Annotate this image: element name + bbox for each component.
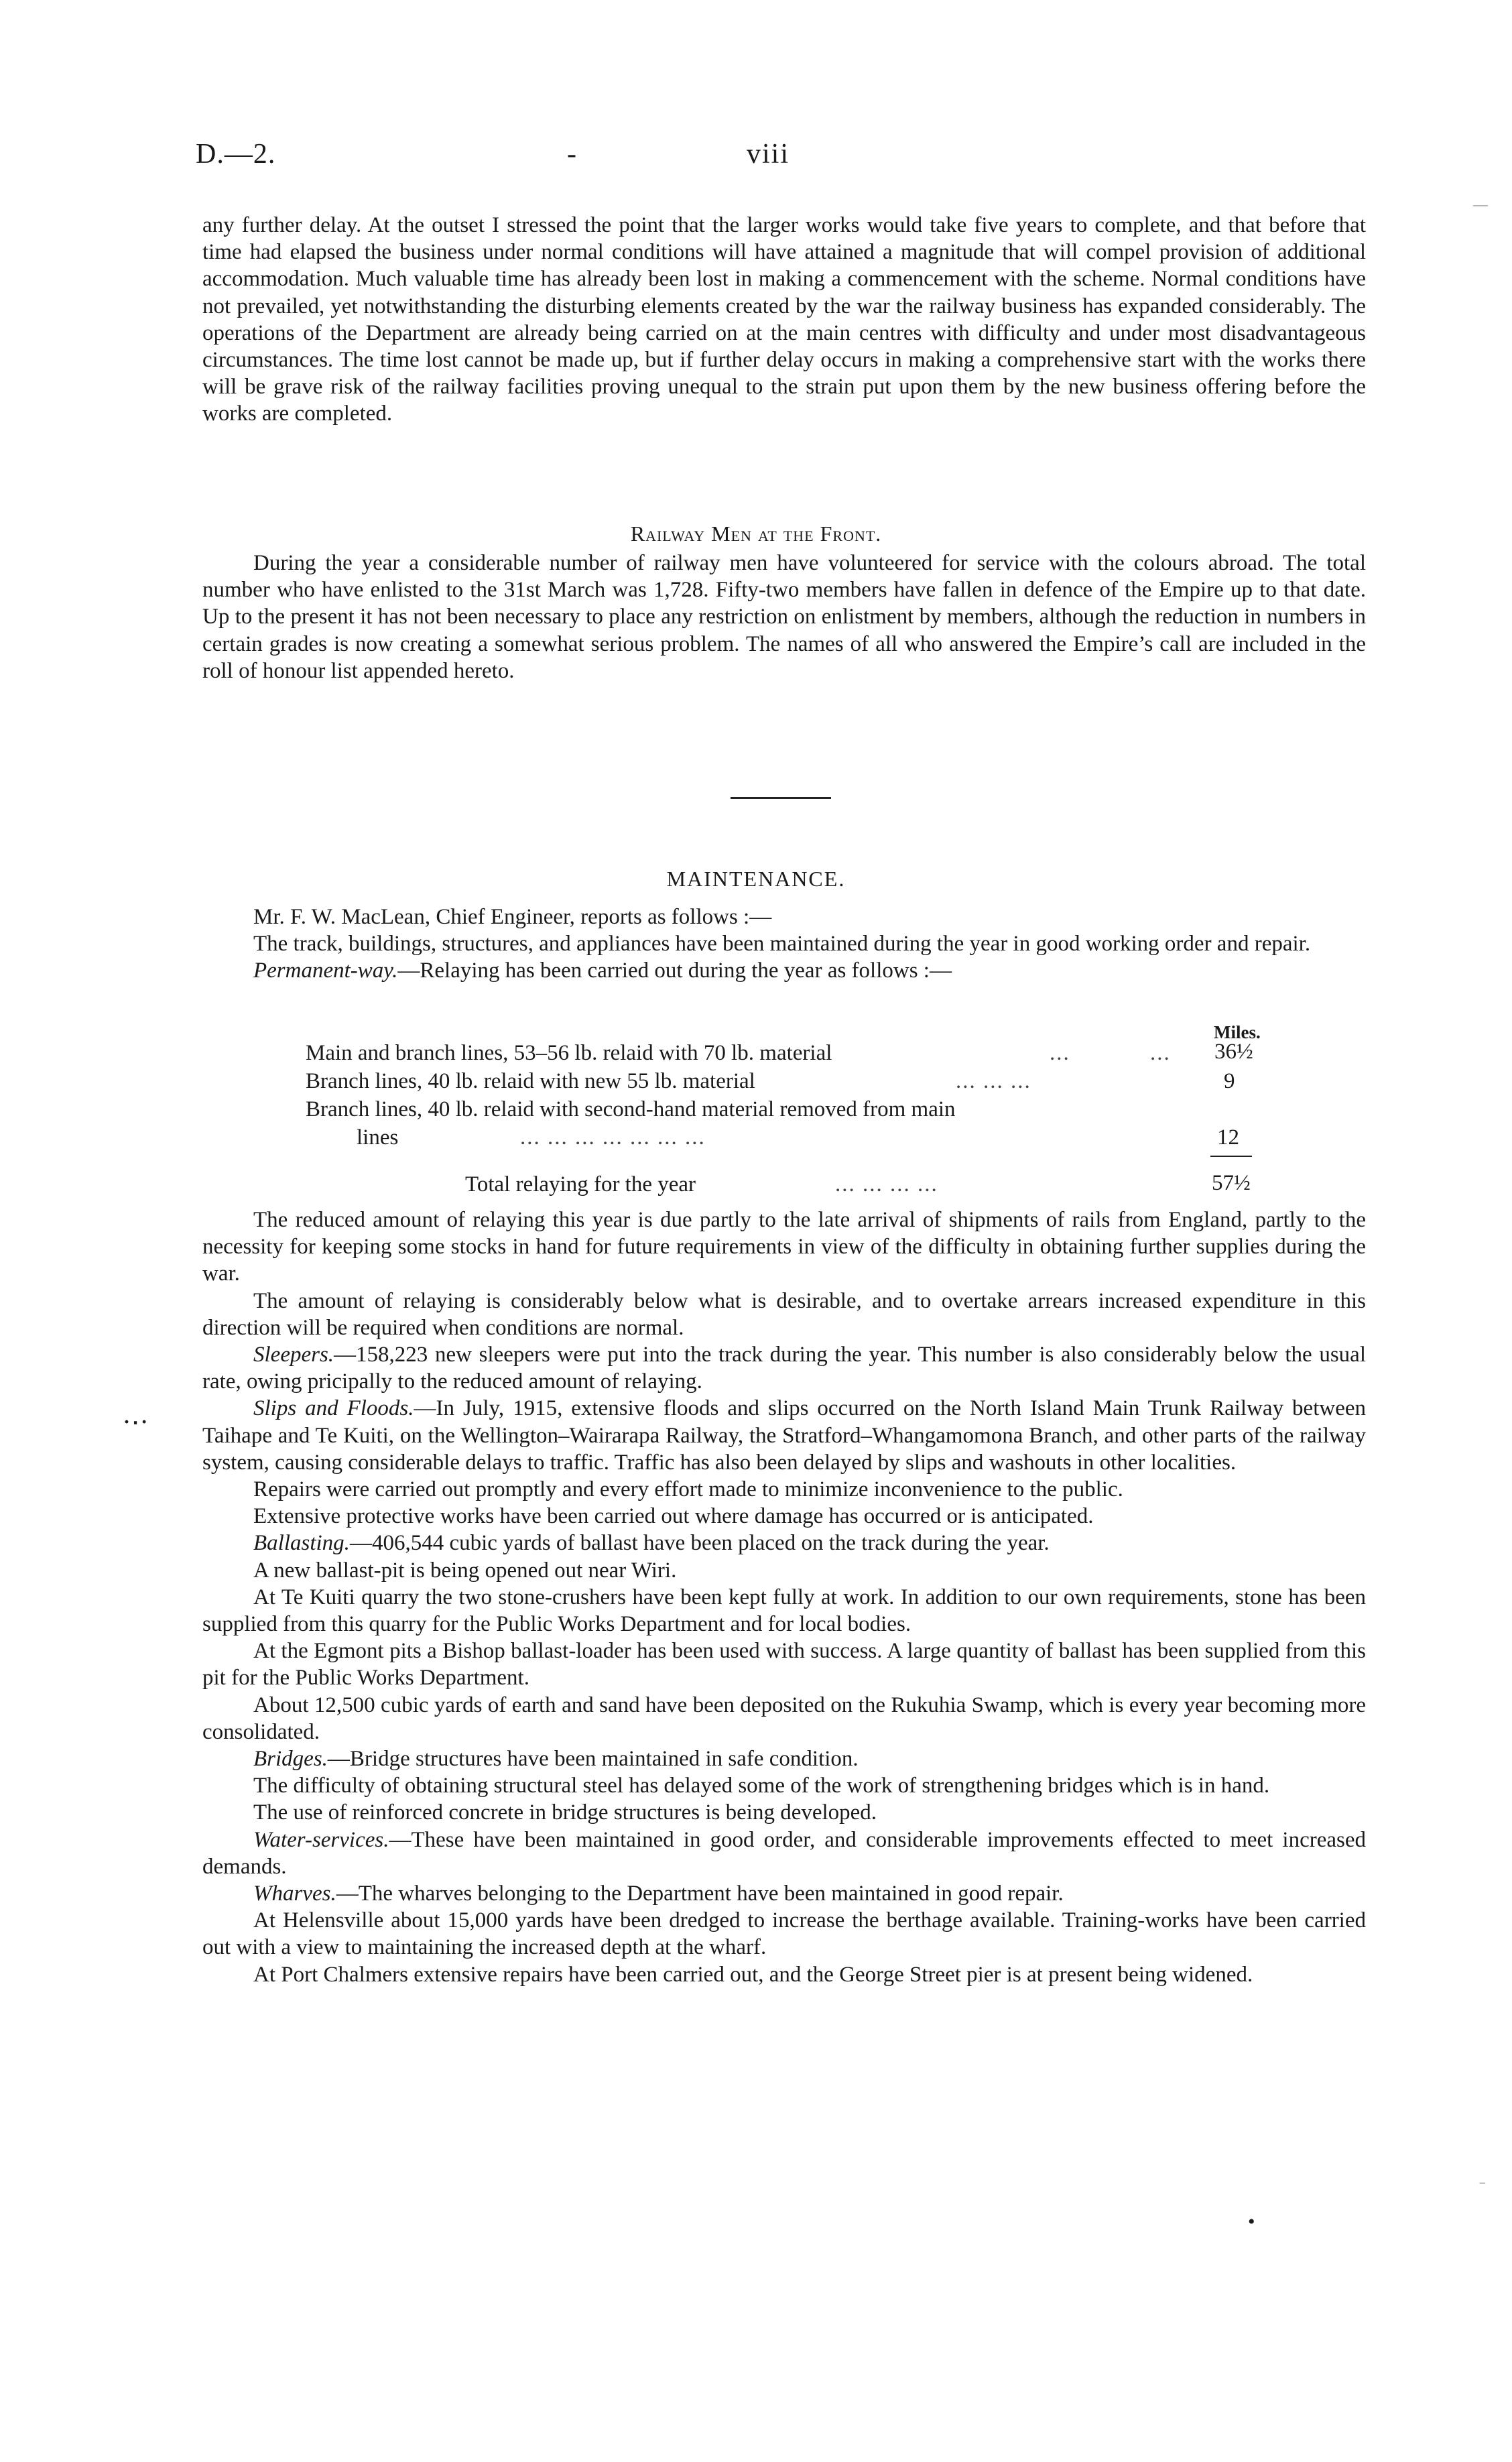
water-services-text: —These have been maintained in good order, and considerable improvements effected to meet increased demands. (202, 1827, 1366, 1879)
paragraph-protective-works: Extensive protective works have been carried out where damage has occurred or is anticipated. (253, 1504, 1094, 1529)
permanent-way-label: Permanent-way. (253, 959, 398, 983)
row-leader: ... ... ... (956, 1069, 1031, 1093)
railway-men-paragraph: During the year a considerable number of railway men have volunteered for service with the colours abroad. The total number who have enlisted to the 31st March was 1,728. Fifty-two members have fallen in defence of the Empire up to that date. Up to the present it has not been necessary to place any restriction on enlistment by members, although the reduction in numbers in certain grades is now creating a somewhat serious problem. The names of all who answered the Empire’s call are included in the roll of honour list appended hereto. (202, 551, 1366, 683)
row-value-main-branch: 36½ (1214, 1040, 1253, 1064)
paragraph-repairs: Repairs were carried out promptly and every effort made to minimize inconvenience to the public. (253, 1477, 1123, 1502)
sleepers-text: —158,223 new sleepers were put into the track during the year. This number is also considerably below the usual rate, owing pricipally to the reduced amount of relaying. (202, 1343, 1366, 1394)
slips-floods-text: —In July, 1915, extensive floods and slips occurred on the North Island Main Trunk Railway between Taihape and Te Kuiti, on the Wellington–Wairarapa Railway, the Stratford–Whangamomona Branch, and other parts of the railway system, causing considerable delays to traffic. Traffic has also been delayed by slips and washouts in other localities. (202, 1396, 1366, 1475)
row-leader: ... ... ... ... (835, 1172, 938, 1196)
speck: • (1248, 2211, 1255, 2233)
row-leader: ... ... ... ... ... ... ... (520, 1125, 706, 1150)
paragraph-wharves (202, 1880, 1366, 1907)
paragraph-reinforced-concrete: The use of reinforced concrete in bridge structures is being developed. (253, 1800, 877, 1825)
bridges-label: Bridges. (253, 1747, 328, 1772)
sleepers-label: Sleepers. (253, 1343, 334, 1367)
railway-men-heading: Railway Men at the Front. (630, 521, 882, 546)
row-leader: ... (1150, 1041, 1171, 1065)
water-services-label: Water-services. (253, 1827, 389, 1852)
permanent-way-paragraph (202, 957, 1366, 984)
row-label-continued: lines (357, 1125, 399, 1150)
paragraph-rukuhia: About 12,500 cubic yards of earth and sand have been deposited on the Rukuhia Swamp, which is every year becoming more consolidated. (202, 1692, 1366, 1744)
maintenance-body (202, 1207, 1366, 1988)
paragraph-reduced-relaying: The reduced amount of relaying this year is due partly to the late arrival of shipments of rails from England, partly to the necessity for keeping some stocks in hand for future requirements in view of the difficulty in obtaining further supplies during the war. (202, 1208, 1366, 1286)
bridges-text: —Bridge structures have been maintained in safe condition. (327, 1747, 859, 1772)
relaying-total-value: 57½ (1212, 1171, 1251, 1195)
paragraph-relaying-arrears: The amount of relaying is considerably below what is desirable, and to overtake arrears increased expenditure in this direction will be required when conditions are normal. (202, 1288, 1366, 1340)
ballasting-label: Ballasting. (253, 1531, 350, 1556)
paragraph-te-kuiti: At Te Kuiti quarry the two stone-crushers have been kept fully at work. In addition to our own requirements, stone has been supplied from this quarry for the Public Works Department and for local bodies. (202, 1585, 1366, 1637)
paragraph-bridges (202, 1745, 1366, 1772)
paper-reference: D.—2. (196, 139, 276, 170)
maintenance-intro-line: Mr. F. W. MacLean, Chief Engineer, reports as follows :— (253, 905, 772, 929)
relaying-row-branch-secondhand (306, 1097, 956, 1122)
paragraph-wiri: A new ballast-pit is being opened out near Wiri. (253, 1558, 677, 1583)
total-rule (1210, 1156, 1252, 1157)
paragraph-helensville: At Helensville about 15,000 yards have been dredged to increase the berthage available. Training-works have been carried out with a view to maintaining the increased depth at the wharf. (202, 1908, 1366, 1960)
row-leader: ... (1050, 1041, 1070, 1065)
intro-paragraph: any further delay. At the outset I stressed the point that the larger works would take five years to complete, and that before that time had elapsed the business under normal conditions will have attained a magnitude that will compel provision of additional accommodation. Much valuable time has already been lost in making a commencement with the scheme. Normal conditions have not prevailed, yet notwithstanding the disturbing elements created by the war the railway business has expanded considerably. The operations of the Department are already being carried on at the main centres with difficulty and under most disadvantageous circumstances. The time lost cannot be made up, but if further delay occurs in making a comprehensive start with the works there will be grave risk of the railway facilities proving unequal to the strain put upon them by the new business offering before the works are completed. (202, 213, 1366, 426)
section-divider (731, 797, 831, 799)
paragraph-slips-floods (202, 1395, 1366, 1476)
maintenance-heading: MAINTENANCE. (666, 867, 846, 891)
margin-speck: ⁻ (1478, 2177, 1487, 2194)
maintenance-intro (202, 904, 1366, 985)
relaying-row-branch-new (306, 1069, 755, 1094)
intro-section (202, 212, 1366, 428)
railway-men-section (202, 550, 1366, 684)
margin-mark: ·٠· (123, 1411, 148, 1433)
permanent-way-text: —Relaying has been carried out during the year as follows :— (397, 959, 952, 983)
maintenance-summary: The track, buildings, structures, and appliances have been maintained during the year in good working order and repair. (253, 932, 1311, 957)
paragraph-egmont: At the Egmont pits a Bishop ballast-loader has been used with success. A large quantity of ballast has been supplied from this pit for the Public Works Department. (202, 1639, 1366, 1690)
paragraph-port-chalmers: At Port Chalmers extensive repairs have been carried out, and the George Street pier is at present being widened. (253, 1962, 1253, 1987)
row-value-branch-new: 9 (1224, 1069, 1235, 1093)
row-label: Branch lines, 40 lb. relaid with new 55 lb. material (306, 1069, 755, 1093)
paragraph-sleepers (202, 1341, 1366, 1395)
row-value-branch-secondhand: 12 (1217, 1125, 1239, 1150)
page-number: viii (747, 139, 790, 170)
row-label: Branch lines, 40 lb. relaid with second-hand material removed from main (306, 1097, 956, 1121)
header-dash: - (567, 139, 576, 170)
wharves-label: Wharves. (253, 1882, 336, 1906)
paragraph-structural-steel: The difficulty of obtaining structural steel has delayed some of the work of strengthening bridges which is in hand. (253, 1774, 1270, 1798)
ballasting-text: —406,544 cubic yards of ballast have been placed on the track during the year. (349, 1531, 1050, 1556)
relaying-row-main-branch (306, 1041, 832, 1066)
row-label: Main and branch lines, 53–56 lb. relaid with 70 lb. material (306, 1041, 832, 1065)
paragraph-ballasting (202, 1530, 1366, 1556)
wharves-text: —The wharves belonging to the Department have been maintained in good repair. (336, 1882, 1064, 1906)
miles-column-header: Miles. (1214, 1022, 1261, 1042)
margin-speck: — (1473, 196, 1488, 212)
slips-floods-label: Slips and Floods. (253, 1396, 414, 1421)
paragraph-water-services (202, 1827, 1366, 1880)
relaying-total-label: Total relaying for the year (465, 1172, 696, 1196)
